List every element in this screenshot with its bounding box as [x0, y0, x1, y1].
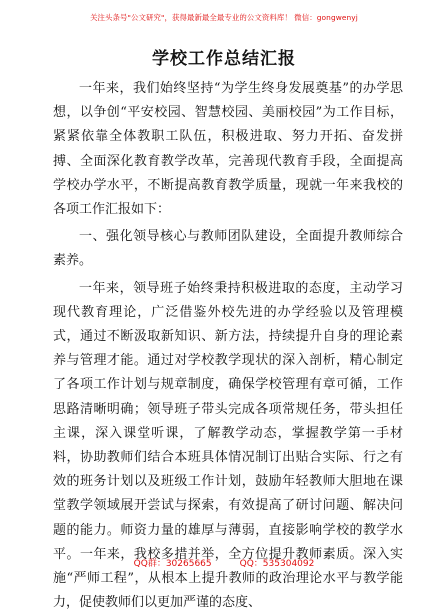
promo-notice: 关注头条号"公文研究"，获得最新最全最专业的公文资料库！ 微信：gongwenyj	[90, 13, 358, 22]
section-heading: 一、强化领导核心与教师团队建设，全面提升教师综合素养。	[53, 229, 403, 269]
page-footer	[0, 556, 448, 569]
document-title: 学校工作总结汇报	[152, 49, 296, 69]
qq-number: QQ：535304092	[239, 559, 315, 569]
paragraph-body: 一年来，领导班子始终秉持积极进取的态度，主动学习现代教育理论，广泛借鉴外校先进的办学经验以及管理模式，通过不断汲取新知识、新方法，持续提升自身的理论素养与管理才能。通过对学校教学现状的深入剖析，精心制定了各项工作计划与规章制度，确保学校管理有章可循，工作思路清晰明确；领导班子带头完成各项常规任务，带头担任主课，深入课堂听课，了解教学动态，掌握教学第一手材料，协助教师们结合本班具体情况制订出贴合实际、行之有效的班务计划以及班级工作计划，鼓励年轻教师大胆地在课堂教学领域展开尝试与探索，有效提高了研讨问题、解决问题的能力。师资力量的雄厚与薄弱，直接影响学校的教学水平。一年来，我校多措并举，全方位提升教师素质。深入实施“严师工程”，从根本上提升教师的政治理论水平与教学能力，促使教师们以更加严谨的态度、	[53, 280, 403, 611]
page-header	[0, 0, 448, 69]
qq-group-number: QQ群：30265665	[133, 559, 212, 569]
paragraph-intro: 一年来，我们始终坚持“为学生终身发展奠基”的办学思想，以争创“平安校园、智慧校园、美丽校园”为工作目标，紧紧依靠全体教职工队伍，积极进取、努力开拓、奋发拼搏、全面深化教育教学改革，完善现代教育手段，全面提高学校办学水平，不断提高教育教学质量，现就一年来我校的各项工作汇报如下：	[53, 81, 403, 218]
document-body	[53, 77, 403, 615]
